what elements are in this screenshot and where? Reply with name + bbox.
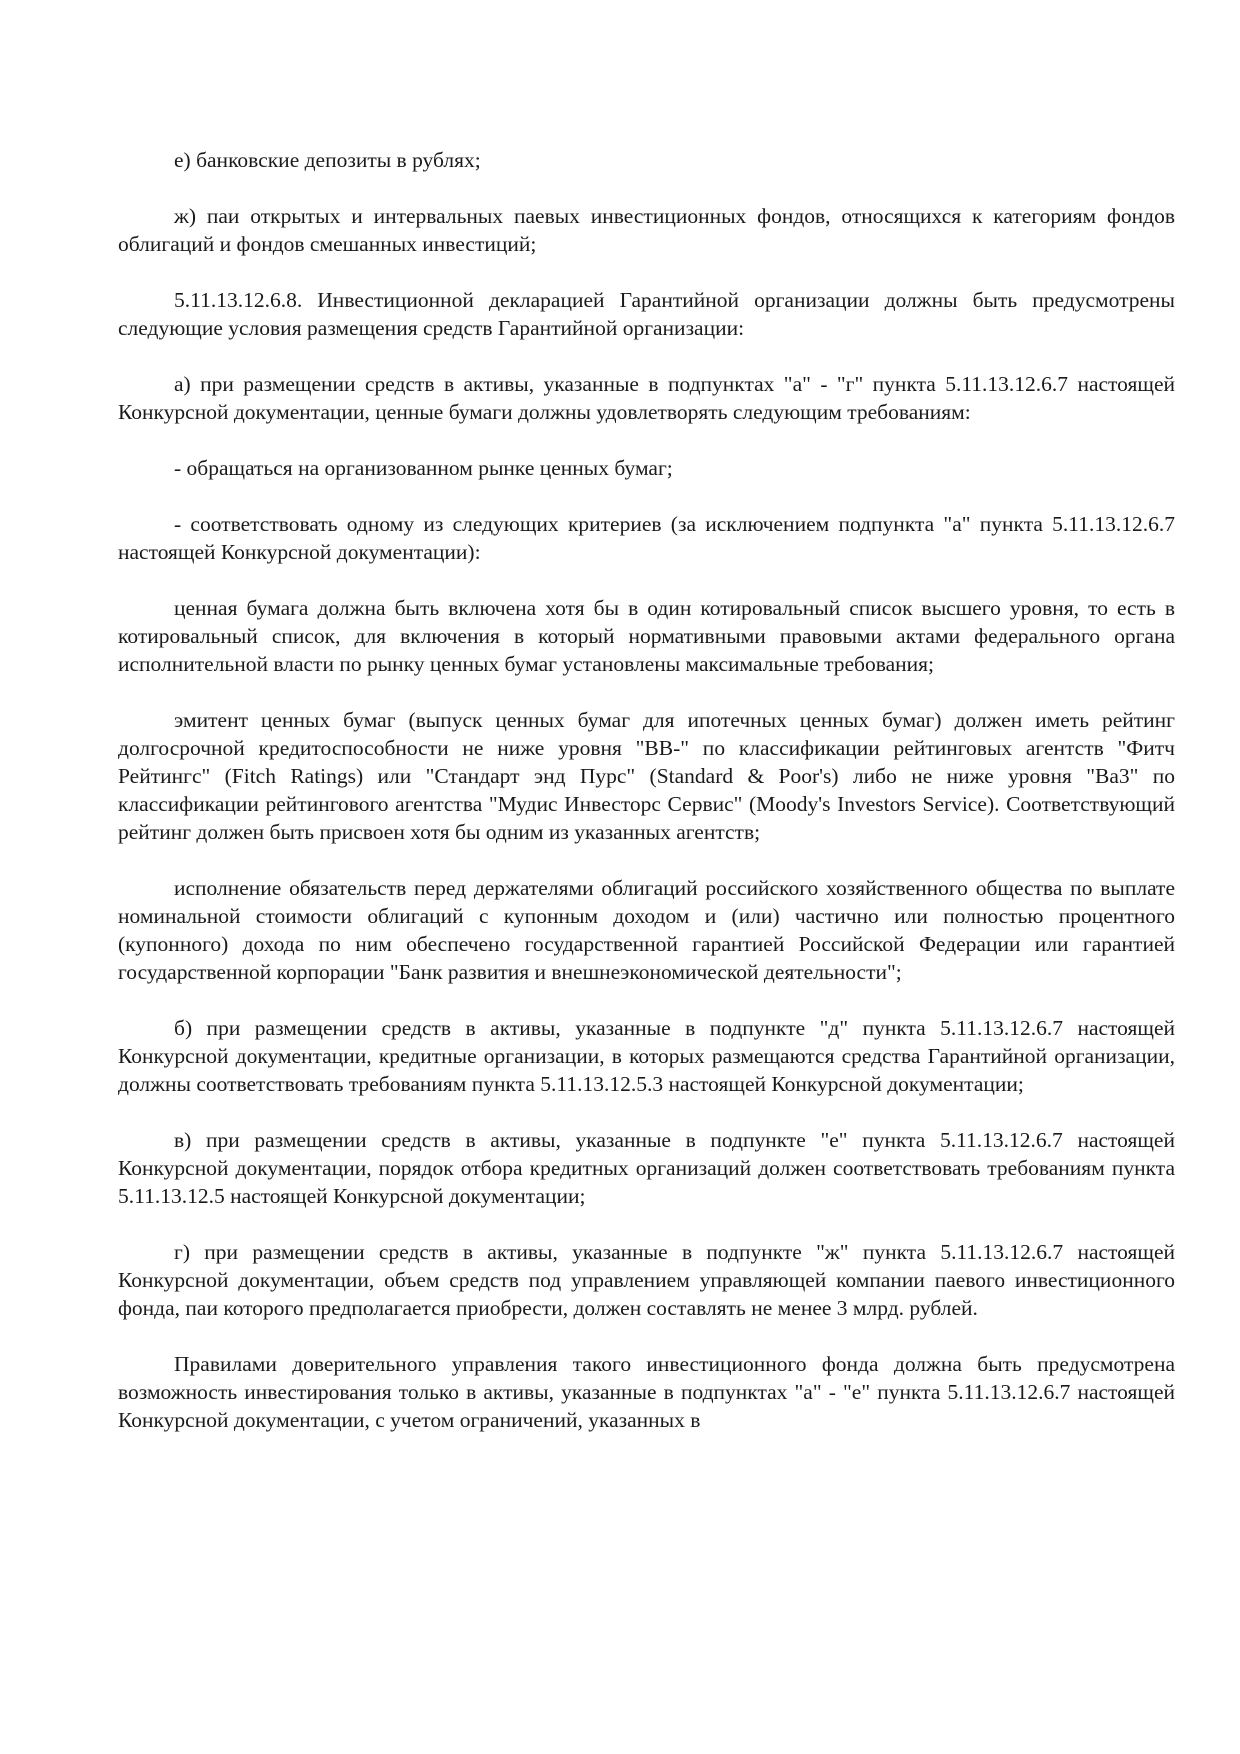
paragraph-clause-5-11-13-12-6-8: 5.11.13.12.6.8. Инвестиционной декларацией Гарантийной организации должны быть предусмотрены следующие условия размещения средств Гарантийной организации: (118, 288, 1175, 340)
paragraph-b-credit-organizations: б) при размещении средств в активы, указанные в подпункте "д" пункта 5.11.13.12.6.7 настоящей Конкурсной документации, кредитные организации, в которых размещаются средства Гарантийной организации, должны соответствовать требованиям пункта 5.11.13.12.5.3 настоящей Конкурсной документации; (118, 1016, 1175, 1096)
paragraph-a-securities-requirements: а) при размещении средств в активы, указанные в подпунктах "а" - "г" пункта 5.11.13.12.6.7 настоящей Конкурсной документации, ценные бумаги должны удовлетворять следующим требованиям: (118, 372, 1175, 424)
paragraph-organized-market: - обращаться на организованном рынке ценных бумаг; (174, 456, 673, 480)
paragraph-g-fund-volume: г) при размещении средств в активы, указанные в подпункте "ж" пункта 5.11.13.12.6.7 настоящей Конкурсной документации, объем средств под управлением управляющей компании паевого инвестиционного фонда, паи которого предполагается приобрести, должен составлять не менее 3 млрд. рублей. (118, 1240, 1175, 1320)
paragraph-criteria: - соответствовать одному из следующих критериев (за исключением подпункта "а" пункта 5.11.13.12.6.7 настоящей Конкурсной документации): (118, 512, 1175, 564)
paragraph-issuer-rating: эмитент ценных бумаг (выпуск ценных бумаг для ипотечных ценных бумаг) должен иметь рейтинг долгосрочной кредитоспособности не ниже уровня "BB-" по классификации рейтинговых агентств "Фитч Рейтингс" (Fitch Ratings) или "Стандарт энд Пурс" (Standard & Poor's) либо не ниже уровня "Ba3" по классификации рейтингового агентства "Мудис Инвесторс Сервис" (Moody's Investors Service). Соответствующий рейтинг должен быть присвоен хотя бы одним из указанных агентств; (118, 708, 1175, 844)
paragraph-zh-fund-shares: ж) паи открытых и интервальных паевых инвестиционных фондов, относящихся к категориям фондов облигаций и фондов смешанных инвестиций; (118, 204, 1175, 256)
paragraph-e-bank-deposits: е) банковские депозиты в рублях; (174, 148, 481, 172)
paragraph-trust-rules: Правилами доверительного управления такого инвестиционного фонда должна быть предусмотрена возможность инвестирования только в активы, указанные в подпунктах "а" - "е" пункта 5.11.13.12.6.7 настоящей Конкурсной документации, с учетом ограничений, указанных в (118, 1352, 1175, 1432)
paragraph-v-selection-procedure: в) при размещении средств в активы, указанные в подпункте "е" пункта 5.11.13.12.6.7 настоящей Конкурсной документации, порядок отбора кредитных организаций должен соответствовать требованиям пункта 5.11.13.12.5 настоящей Конкурсной документации; (118, 1128, 1175, 1208)
paragraph-quotation-list: ценная бумага должна быть включена хотя бы в один котировальный список высшего уровня, то есть в котировальный список, для включения в который нормативными правовыми актами федерального органа исполнительной власти по рынку ценных бумаг установлены максимальные требования; (118, 596, 1175, 676)
paragraph-state-guarantee: исполнение обязательств перед держателями облигаций российского хозяйственного общества по выплате номинальной стоимости облигаций с купонным доходом и (или) частично или полностью процентного (купонного) дохода по ним обеспечено государственной гарантией Российской Федерации или гарантией государственной корпорации "Банк развития и внешнеэкономической деятельности"; (118, 876, 1175, 984)
document-body (118, 146, 1175, 1462)
